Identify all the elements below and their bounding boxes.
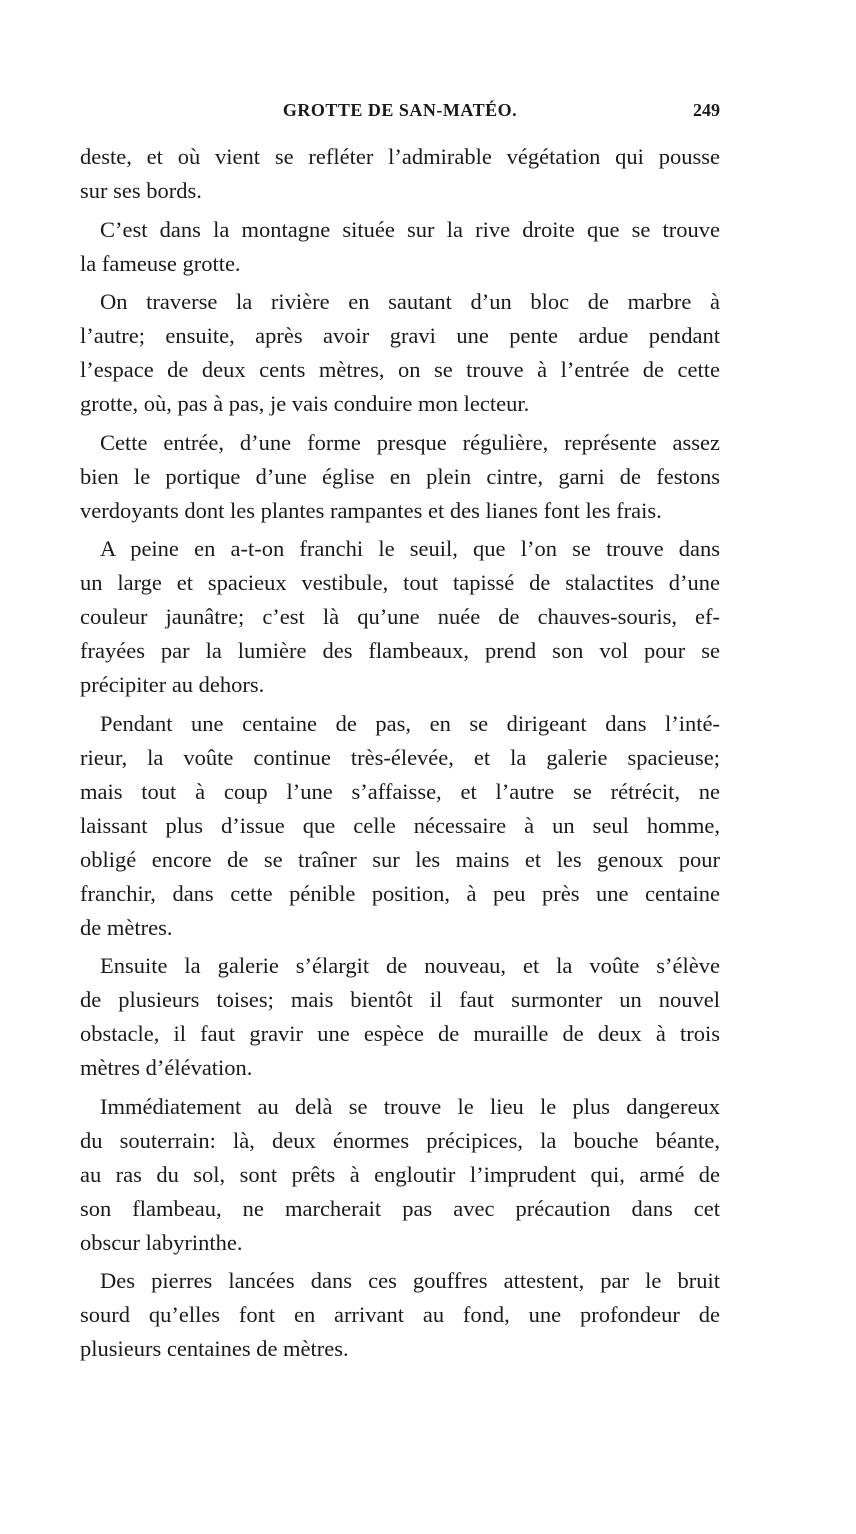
text-line: au ras du sol, sont prêts à engloutir l’imprudent qui, armé de	[80, 1161, 720, 1187]
page-body	[80, 140, 720, 1366]
paragraph	[80, 1090, 720, 1260]
text-line: obscur labyrinthe.	[80, 1229, 243, 1255]
text-line: Des pierres lancées dans ces gouffres attestent, par le bruit	[100, 1268, 720, 1293]
text-line: franchir, dans cette pénible position, à peu près une centaine	[80, 880, 720, 906]
text-line: mais tout à coup l’une s’affaisse, et l’autre se rétrécit, ne	[80, 778, 720, 804]
text-line: couleur jaunâtre; c’est là qu’une nuée de chauves-souris, ef-	[80, 604, 720, 629]
text-line: du souterrain: là, deux énormes précipices, la bouche béante,	[80, 1127, 720, 1153]
text-line: obstacle, il faut gravir une espèce de muraille de deux à trois	[80, 1021, 720, 1046]
text-line: verdoyants dont les plantes rampantes et des lianes font les frais.	[80, 497, 662, 523]
text-line: un large et spacieux vestibule, tout tapissé de stalactites d’une	[80, 570, 720, 595]
text-line: sourd qu’elles font en arrivant au fond, une profondeur de	[80, 1302, 720, 1327]
text-line: grotte, où, pas à pas, je vais conduire mon lecteur.	[80, 391, 530, 416]
text-line: mètres d’élévation.	[80, 1055, 253, 1080]
text-line: son flambeau, ne marcherait pas avec précaution dans cet	[80, 1195, 720, 1221]
running-header	[80, 100, 720, 126]
text-line: sur ses bords.	[80, 178, 202, 203]
text-line: précipiter au dehors.	[80, 672, 265, 697]
paragraph	[80, 213, 720, 281]
text-line: obligé encore de se traîner sur les mains et les genoux pour	[80, 846, 720, 872]
paragraph	[80, 949, 720, 1085]
text-line: la fameuse grotte.	[80, 250, 241, 276]
text-line: Ensuite la galerie s’élargit de nouveau, et la voûte s’élève	[100, 953, 720, 978]
text-line: bien le portique d’une église en plein cintre, garni de festons	[80, 463, 720, 489]
text-line: Cette entrée, d’une forme presque régulière, représente assez	[100, 429, 720, 455]
text-line: laissant plus d’issue que celle nécessaire à un seul homme,	[80, 812, 720, 838]
text-line: Immédiatement au delà se trouve le lieu le plus dangereux	[100, 1093, 720, 1119]
paragraph	[80, 707, 720, 945]
text-line: de mètres.	[80, 914, 173, 940]
running-title: GROTTE DE SAN-MATÉO.	[282, 100, 518, 120]
page-number: 249	[693, 100, 720, 120]
paragraph	[80, 285, 720, 421]
text-line: Pendant une centaine de pas, en se dirigeant dans l’inté-	[100, 710, 720, 736]
text-line: plusieurs centaines de mètres.	[80, 1336, 349, 1361]
paragraph	[80, 1264, 720, 1366]
paragraph	[80, 532, 720, 702]
paragraph	[80, 426, 720, 528]
text-line: l’espace de deux cents mètres, on se trouve à l’entrée de cette	[80, 357, 720, 382]
text-line: C’est dans la montagne située sur la rive droite que se trouve	[100, 216, 720, 242]
text-line: l’autre; ensuite, après avoir gravi une pente ardue pendant	[80, 323, 720, 348]
paragraph	[80, 140, 720, 208]
text-line: de plusieurs toises; mais bientôt il faut surmonter un nouvel	[80, 987, 720, 1012]
text-line: deste, et où vient se refléter l’admirable végétation qui pousse	[80, 144, 720, 169]
text-line: On traverse la rivière en sautant d’un bloc de marbre à	[100, 289, 720, 314]
text-line: frayées par la lumière des flambeaux, prend son vol pour se	[80, 638, 720, 663]
text-line: A peine en a-t-on franchi le seuil, que l’on se trouve dans	[100, 536, 720, 561]
text-line: rieur, la voûte continue très-élevée, et la galerie spacieuse;	[80, 744, 720, 770]
